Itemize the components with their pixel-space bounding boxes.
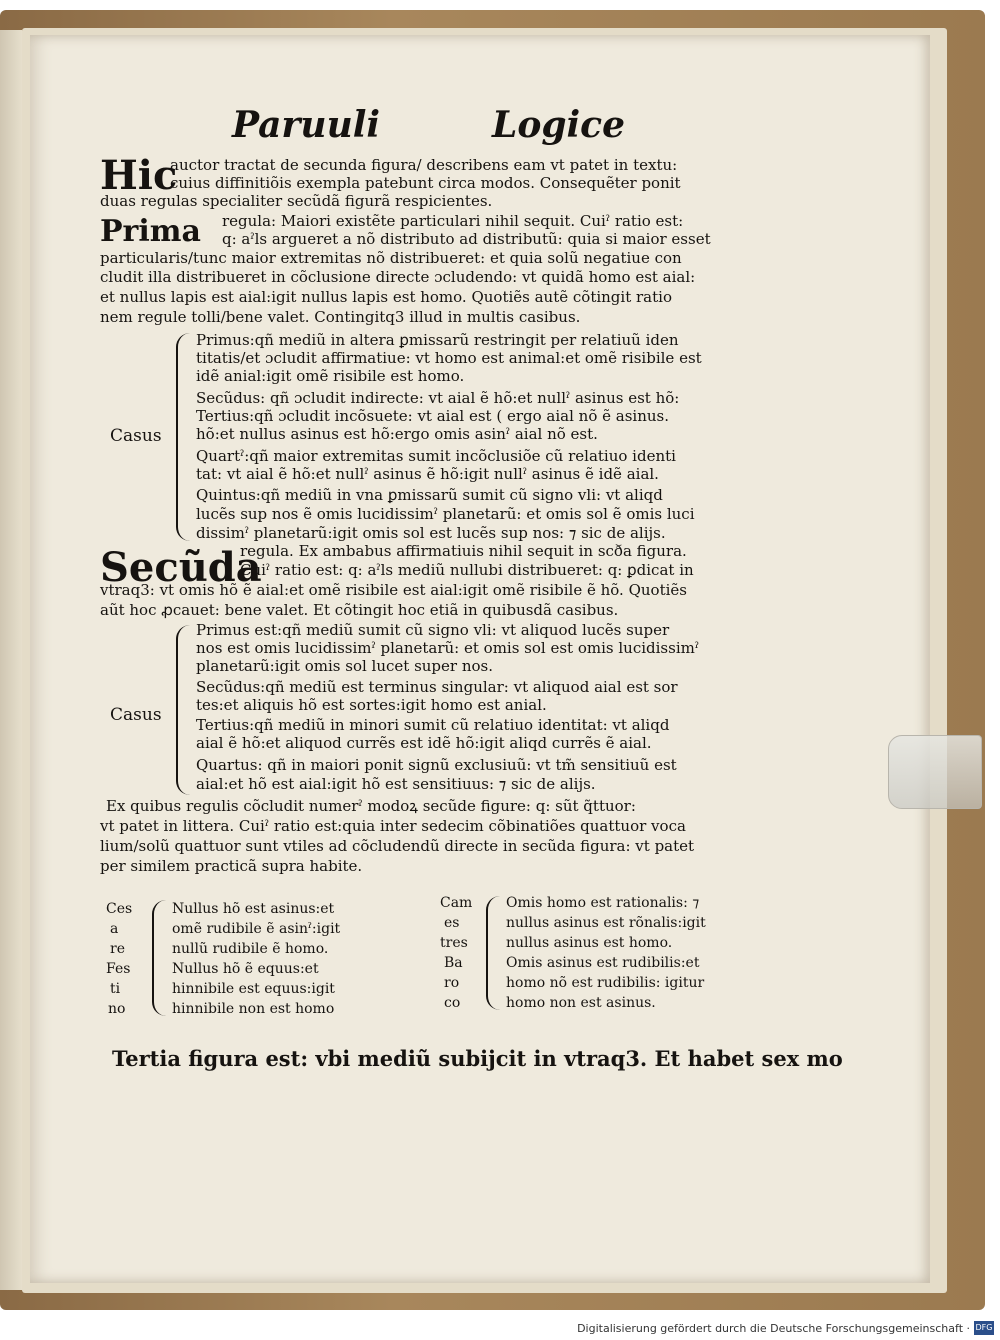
casus-brace — [176, 333, 192, 541]
conclusion-line: vt patet in littera. Cuiˀ ratio est:quia inter sedecim cõbinatiões quattuor voca — [100, 817, 686, 835]
syllogism-line: hinnibile non est homo — [172, 1001, 335, 1017]
casus-line: Quartˀ:qñ maior extremitas sumit incõclusiõe cũ relatiuo identi — [196, 447, 676, 465]
intro-initial: Hic — [100, 152, 178, 199]
table-brace — [152, 900, 166, 1016]
casus-line: Quintus:qñ mediũ in vna ꝑmissarũ sumit cũ signo vli: vt aliqd — [196, 486, 663, 504]
syllogism-line: nullus asinus est rõnalis:igit — [506, 915, 706, 931]
prima-line: et nullus lapis est aial:igit nullus lapis est homo. Quotiẽs autẽ cõtingit ratio — [100, 288, 672, 306]
syllogism-line: nullus asinus est homo. — [506, 935, 673, 951]
syllogism-line: hinnibile est equus:igit — [172, 981, 335, 997]
syllogism-line: omẽ rudibile ẽ asinˀ:igit — [172, 921, 341, 937]
left-page-edge — [0, 30, 22, 1290]
mnemonic-syllable: es — [444, 915, 460, 931]
casus-line: idẽ anial:igit omẽ risibile est homo. — [196, 367, 465, 385]
mnemonic-syllable: re — [110, 941, 125, 957]
prima-line: cludit illa distribueret in cõclusione directe ɔcludendo: vt quidã homo est aial: — [100, 268, 696, 286]
secunda-line: aũt hoc ꝓcauet: bene valet. Et cõtingit hoc etiã in quibusdã casibus. — [100, 601, 619, 619]
syllogism-line: Nullus hõ ẽ equus:et — [172, 961, 319, 977]
prima-line: q: aˀls argueret a nõ distributo ad distributũ: quia si maior esset — [222, 230, 711, 248]
mnemonic-syllable: a — [110, 921, 119, 937]
mnemonic-syllable: Fes — [106, 961, 131, 977]
mnemonic-syllable: Ba — [444, 955, 463, 971]
conclusion-line: lium/solũ quattuor sunt vtiles ad cõcludendũ directe in secũda figura: vt patet — [100, 837, 695, 855]
mnemonic-syllable: tres — [440, 935, 468, 951]
running-title-left: Paruuli — [232, 104, 381, 146]
dfg-logo: DFG — [974, 1321, 994, 1335]
syllogism-line: Nullus hõ est asinus:et — [172, 901, 335, 917]
mnemonic-syllable: co — [444, 995, 461, 1011]
casus-line: Quartus: qñ in maiori ponit signũ exclusiuũ: vt tm̃ sensitiuũ est — [196, 756, 677, 774]
intro-line: cuius diffinitiõis exempla patebunt circa modos. Consequẽter ponit — [170, 174, 681, 192]
conclusion-line: per similem practicã supra habite. — [100, 857, 363, 875]
casus-line: tes:et aliquis hõ est sortes:igit homo est anial. — [196, 696, 547, 714]
secunda-line: vtraq3: vt omis hõ ẽ aial:et omẽ risibile est aial:igit omẽ risibile ẽ hõ. Quotiẽs — [100, 581, 687, 599]
tertia-line: Tertia figura est: vbi mediũ subijcit in vtraq3. Et habet sex mo — [112, 1046, 843, 1071]
syllogism-line: Omis homo est rationalis: ⁊ — [506, 895, 700, 911]
casus-line: Secũdus:qñ mediũ est terminus singular: vt aliquod aial est sor — [196, 678, 678, 696]
casus-line: Primus est:qñ mediũ sumit cũ signo vli: vt aliquod lucẽs super — [196, 621, 670, 639]
casus-line: aial:et hõ est aial:igit hõ est sensitiuus: ⁊ sic de alijs. — [196, 775, 596, 793]
prima-line: nem regule tolli/bene valet. Contingitq3 illud in multis casibus. — [100, 308, 581, 326]
prima-line: particularis/tunc maior extremitas nõ distribueret: et quia solũ negatiue con — [100, 249, 682, 267]
prima-line: regula: Maiori existẽte particulari nihil sequit. Cuiˀ ratio est: — [222, 212, 684, 230]
casus-line: dissimˀ planetarũ:igit omis sol est lucẽs sup nos: ⁊ sic de alijs. — [196, 524, 666, 542]
mnemonic-syllable: no — [108, 1001, 126, 1017]
syllogism-line: Omis asinus est rudibilis:et — [506, 955, 700, 971]
casus-line: Secũdus: qñ ɔcludit indirecte: vt aial ẽ hõ:et nullˀ asinus est hõ: — [196, 389, 680, 407]
conclusion-line: Ex quibus regulis cõcludit numerˀ modoꝝ secũde figure: q: sũt q̃ttuor: — [106, 797, 636, 815]
prima-initial: Prima — [100, 214, 201, 249]
mnemonic-syllable: Ces — [106, 901, 133, 917]
intro-line: duas regulas specialiter secũdã figurã respicientes. — [100, 192, 493, 210]
casus-line: Tertius:qñ ɔcludit incõsuete: vt aial est ( ergo aial nõ ẽ asinus. — [196, 407, 669, 425]
table-brace — [486, 896, 500, 1010]
casus-line: hõ:et nullus asinus est hõ:ergo omis asinˀ aial nõ est. — [196, 425, 598, 443]
casus-line: Tertius:qñ mediũ in minori sumit cũ relatiuo identitat: vt aliqd — [196, 716, 670, 734]
secunda-initial: Secũda — [100, 544, 262, 591]
mnemonic-syllable: Cam — [440, 895, 473, 911]
mnemonic-syllable: ro — [444, 975, 460, 991]
page-clip — [888, 735, 982, 809]
casus-line: Primus:qñ mediũ in altera ꝑmissarũ restringit per relatiuũ iden — [196, 331, 679, 349]
syllogism-line: homo nõ est rudibilis: igitur — [506, 975, 705, 991]
casus-line: lucẽs sup nos ẽ omis lucidissimˀ planetarũ: et omis sol ẽ omis luci — [196, 505, 695, 523]
footer-credit: Digitalisierung gefördert durch die Deutsche Forschungsgemeinschaft · — [577, 1322, 970, 1335]
syllogism-line: homo non est asinus. — [506, 995, 656, 1011]
mnemonic-syllable: ti — [110, 981, 121, 997]
secunda-line: Cuiˀ ratio est: q: aˀls mediũ nullubi distribueret: q: ꝑdicat in — [240, 561, 694, 579]
casus-label: Casus — [110, 426, 162, 446]
casus-label: Casus — [110, 705, 162, 725]
secunda-line: regula. Ex ambabus affirmatiuis nihil sequit in scða figura. — [240, 542, 687, 560]
casus-brace — [176, 625, 192, 795]
casus-line: aial ẽ hõ:et aliquod currẽs est idẽ hõ:igit aliqd currẽs ẽ aial. — [196, 734, 652, 752]
intro-line: auctor tractat de secunda figura/ describens eam vt patet in textu: — [170, 156, 678, 174]
casus-line: titatis/et ɔcludit affirmatiue: vt homo est animal:et omẽ risibile est — [196, 349, 702, 367]
casus-line: nos est omis lucidissimˀ planetarũ: et omis sol est omis lucidissimˀ — [196, 639, 700, 657]
casus-line: tat: vt aial ẽ hõ:et nullˀ asinus ẽ hõ:igit nullˀ asinus ẽ idẽ aial. — [196, 465, 659, 483]
syllogism-line: nullũ rudibile ẽ homo. — [172, 941, 329, 957]
running-title-right: Logice — [492, 104, 625, 146]
casus-line: planetarũ:igit omis sol lucet super nos. — [196, 657, 494, 675]
